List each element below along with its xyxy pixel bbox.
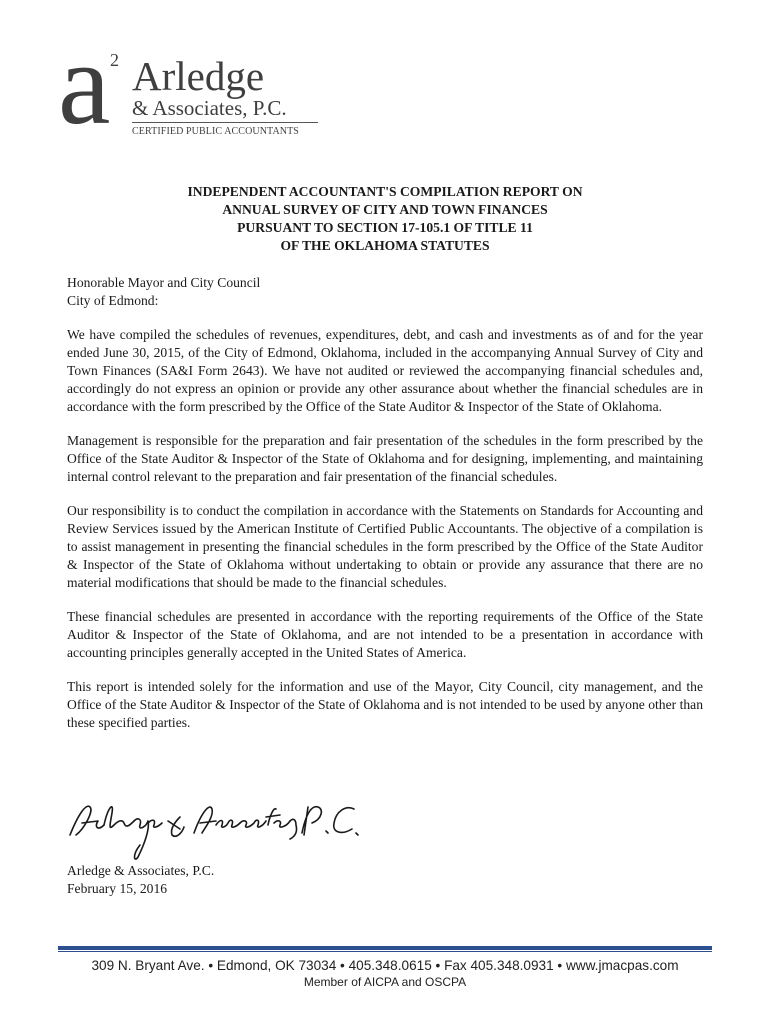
salutation	[67, 274, 703, 310]
paragraph: This report is intended solely for the information and use of the Mayor, City Council, city management, and the Office of the State Auditor & Inspector of the State of Oklahoma and is not intended to be used by anyone other than these specified parties.	[67, 679, 703, 730]
logo-name: Arledge	[132, 53, 265, 99]
title-line: ANNUAL SURVEY OF CITY AND TOWN FINANCES	[222, 202, 548, 217]
firm-block	[67, 862, 214, 898]
salutation-line: Honorable Mayor and City Council	[67, 275, 261, 290]
footer-divider-thin	[58, 951, 712, 952]
title-line: INDEPENDENT ACCOUNTANT'S COMPILATION REPORT ON	[187, 184, 583, 199]
firm-name: Arledge & Associates, P.C.	[67, 863, 215, 878]
logo-associates: & Associates, P.C.	[132, 96, 287, 120]
paragraph: Our responsibility is to conduct the compilation in accordance with the Statements on Standards for Accounting and Review Services issued by the American Institute of Certified Public Accountants. The objective of a compilation is to assist management in presenting the financial schedules in the form prescribed by the Office of the State Auditor & Inspector of the State of Oklahoma without undertaking to obtain or provide any assurance that there are no material modifications that should be made to the financial schedules.	[67, 503, 703, 590]
footer-divider	[58, 946, 712, 950]
salutation-line: City of Edmond:	[67, 293, 159, 308]
logo-superscript: 2	[110, 50, 119, 70]
firm-logo	[58, 18, 318, 149]
logo-divider	[132, 122, 318, 123]
title-line: OF THE OKLAHOMA STATUTES	[280, 238, 490, 253]
title-line: PURSUANT TO SECTION 17-105.1 OF TITLE 11	[237, 220, 533, 235]
footer-address: 309 N. Bryant Ave. • Edmond, OK 73034 • 405.348.0615 • Fax 405.348.0931 • www.jmacpas.com	[91, 958, 679, 973]
report-date: February 15, 2016	[67, 881, 168, 896]
report-title	[100, 183, 670, 255]
footer-membership: Member of AICPA and OSCPA	[303, 975, 467, 989]
logo-tagline: CERTIFIED PUBLIC ACCOUNTANTS	[132, 126, 299, 137]
paragraph: We have compiled the schedules of revenues, expenditures, debt, and cash and investments as of and for the year ended June 30, 2015, of the City of Edmond, Oklahoma, included in the accompanying Annual Survey of City and Town Finances (SA&I Form 2643). We have not audited or reviewed the accompanying financial schedules and, accordingly do not express an opinion or provide any other assurance about whether the financial schedules are in accordance with the form prescribed by the Office of the State Auditor & Inspector of the State of Oklahoma.	[67, 327, 703, 414]
report-body	[67, 274, 703, 748]
handwritten-signature	[64, 795, 364, 865]
paragraph: These financial schedules are presented in accordance with the reporting requirements of the Office of the State Auditor & Inspector of the State of Oklahoma, and are not intended to be a presentation in accordance with accounting principles generally accepted in the United States of America.	[67, 609, 703, 660]
paragraph: Management is responsible for the preparation and fair presentation of the schedules in the form prescribed by the Office of the State Auditor & Inspector of the State of Oklahoma and for designing, implementing, and maintaining internal control relevant to the preparation and fair presentation of the financial schedules.	[67, 433, 703, 484]
logo-mark: a	[58, 18, 111, 149]
